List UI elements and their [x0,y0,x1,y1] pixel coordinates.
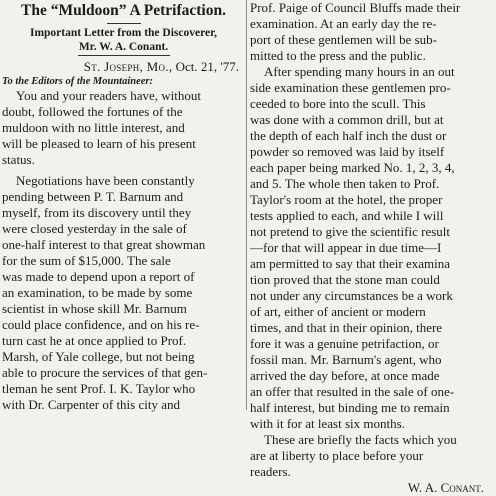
body-line: fore it was a genuine petrifaction, or [250,336,439,351]
body-line: status. [2,152,35,167]
body-line: Prof. Paige of Council Bluffs made their [250,0,461,15]
column-divider [246,0,247,410]
body-line: an offer that resulted in the sale of one- [250,384,455,399]
body-line: were closed yesterday in the sale of [2,221,187,236]
headline-rule [107,23,141,24]
body-line: will be pleased to learn of his present [2,136,196,151]
body-line: examination. At an early day the re- [250,16,437,31]
body-line: with Dr. Carpenter of this city and [2,397,180,412]
body-line: tleman he sent Prof. I. K. Taylor who [2,381,196,396]
body-line: of art, either of ancient or modern [250,304,426,319]
body-line: not pretend to give the scientific result [250,224,450,239]
body-line: After spending many hours in an out [264,64,455,79]
body-line: Negotiations have been constantly [16,173,195,188]
signature [250,480,494,496]
body-line: powder so removed was laid by itself [250,144,445,159]
salutation: To the Editors of the Mountaineer: [2,76,154,87]
body-line: muldoon with no little interest, and [2,120,185,135]
signature-name: W. A. Conant. [407,480,484,495]
body-line: could place confidence, and on his re- [2,317,200,332]
dateline [2,59,245,75]
body-line: tion proved that the stone man could [250,272,440,287]
dateline-place: St. Joseph, Mo., [83,59,173,74]
subhead-line-1: Important Letter from the Discoverer, [29,27,218,39]
body-line: one-half interest to that great showman [2,237,206,252]
body-line: myself, from its discovery until they [2,205,192,220]
left-column [2,0,245,413]
body-line: scientist in whose skill Mr. Barnum [2,301,187,316]
body-line: Marsh, of Yale college, but not being [2,349,195,364]
right-column [250,0,494,496]
body-line: for the sum of $15,000. The sale [2,253,171,268]
subhead-rule [78,55,170,56]
body-line: side examination these gentlemen pro- [250,80,451,95]
headline: The “Muldoon” A Petrifaction. [21,2,226,19]
dateline-date: Oct. 21, '77. [172,59,239,74]
body-line: doubt, followed the fortunes of the [2,104,183,119]
body-line: These are briefly the facts which you [264,432,457,447]
body-line: tests applied to each, and while I will [250,208,444,223]
body-line: was made to depend upon a report of [2,269,195,284]
body-line: readers. [250,464,291,479]
body-line: Taylor's room at the hotel, the proper [250,192,443,207]
body-line: arrived the day before, at once made [250,368,440,383]
body-line: am permitted to say that their examina [250,256,450,271]
body-line: half interest, but binding me to remain [250,400,450,415]
body-line: the depth of each half inch the dust or [250,128,447,143]
body-line: able to procure the services of that gen- [2,365,208,380]
body-line: an examination, to be made by some [2,285,193,300]
body-line: each paper being marked No. 1, 2, 3, 4, [250,160,455,175]
subhead-line-2: Mr. W. A. Conant. [78,41,169,53]
body-line: ceeded to bore into the scull. This [250,96,426,111]
body-line: —for that will appear in due time—I [250,240,442,255]
body-line: times, and that in their opinion, there [250,320,443,335]
body-line: not under any circumstances be a work [250,288,453,303]
body-line: fossil man. Mr. Barnum's agent, who [250,352,442,367]
body-line: with it for at least six months. [250,416,405,431]
body-line: are at liberty to place before your [250,448,424,463]
body-line: mitted to the press and the public. [250,48,426,63]
body-line: port of these gentlemen will be sub- [250,32,438,47]
body-line: and 5. The whole then taken to Prof. [250,176,440,191]
body-line: turn cast he at once applied to Prof. [2,333,187,348]
body-line: You and your readers have, without [16,88,201,103]
body-line: pending between P. T. Barnum and [2,189,184,204]
body-line: was done with a common drill, but at [250,112,444,127]
